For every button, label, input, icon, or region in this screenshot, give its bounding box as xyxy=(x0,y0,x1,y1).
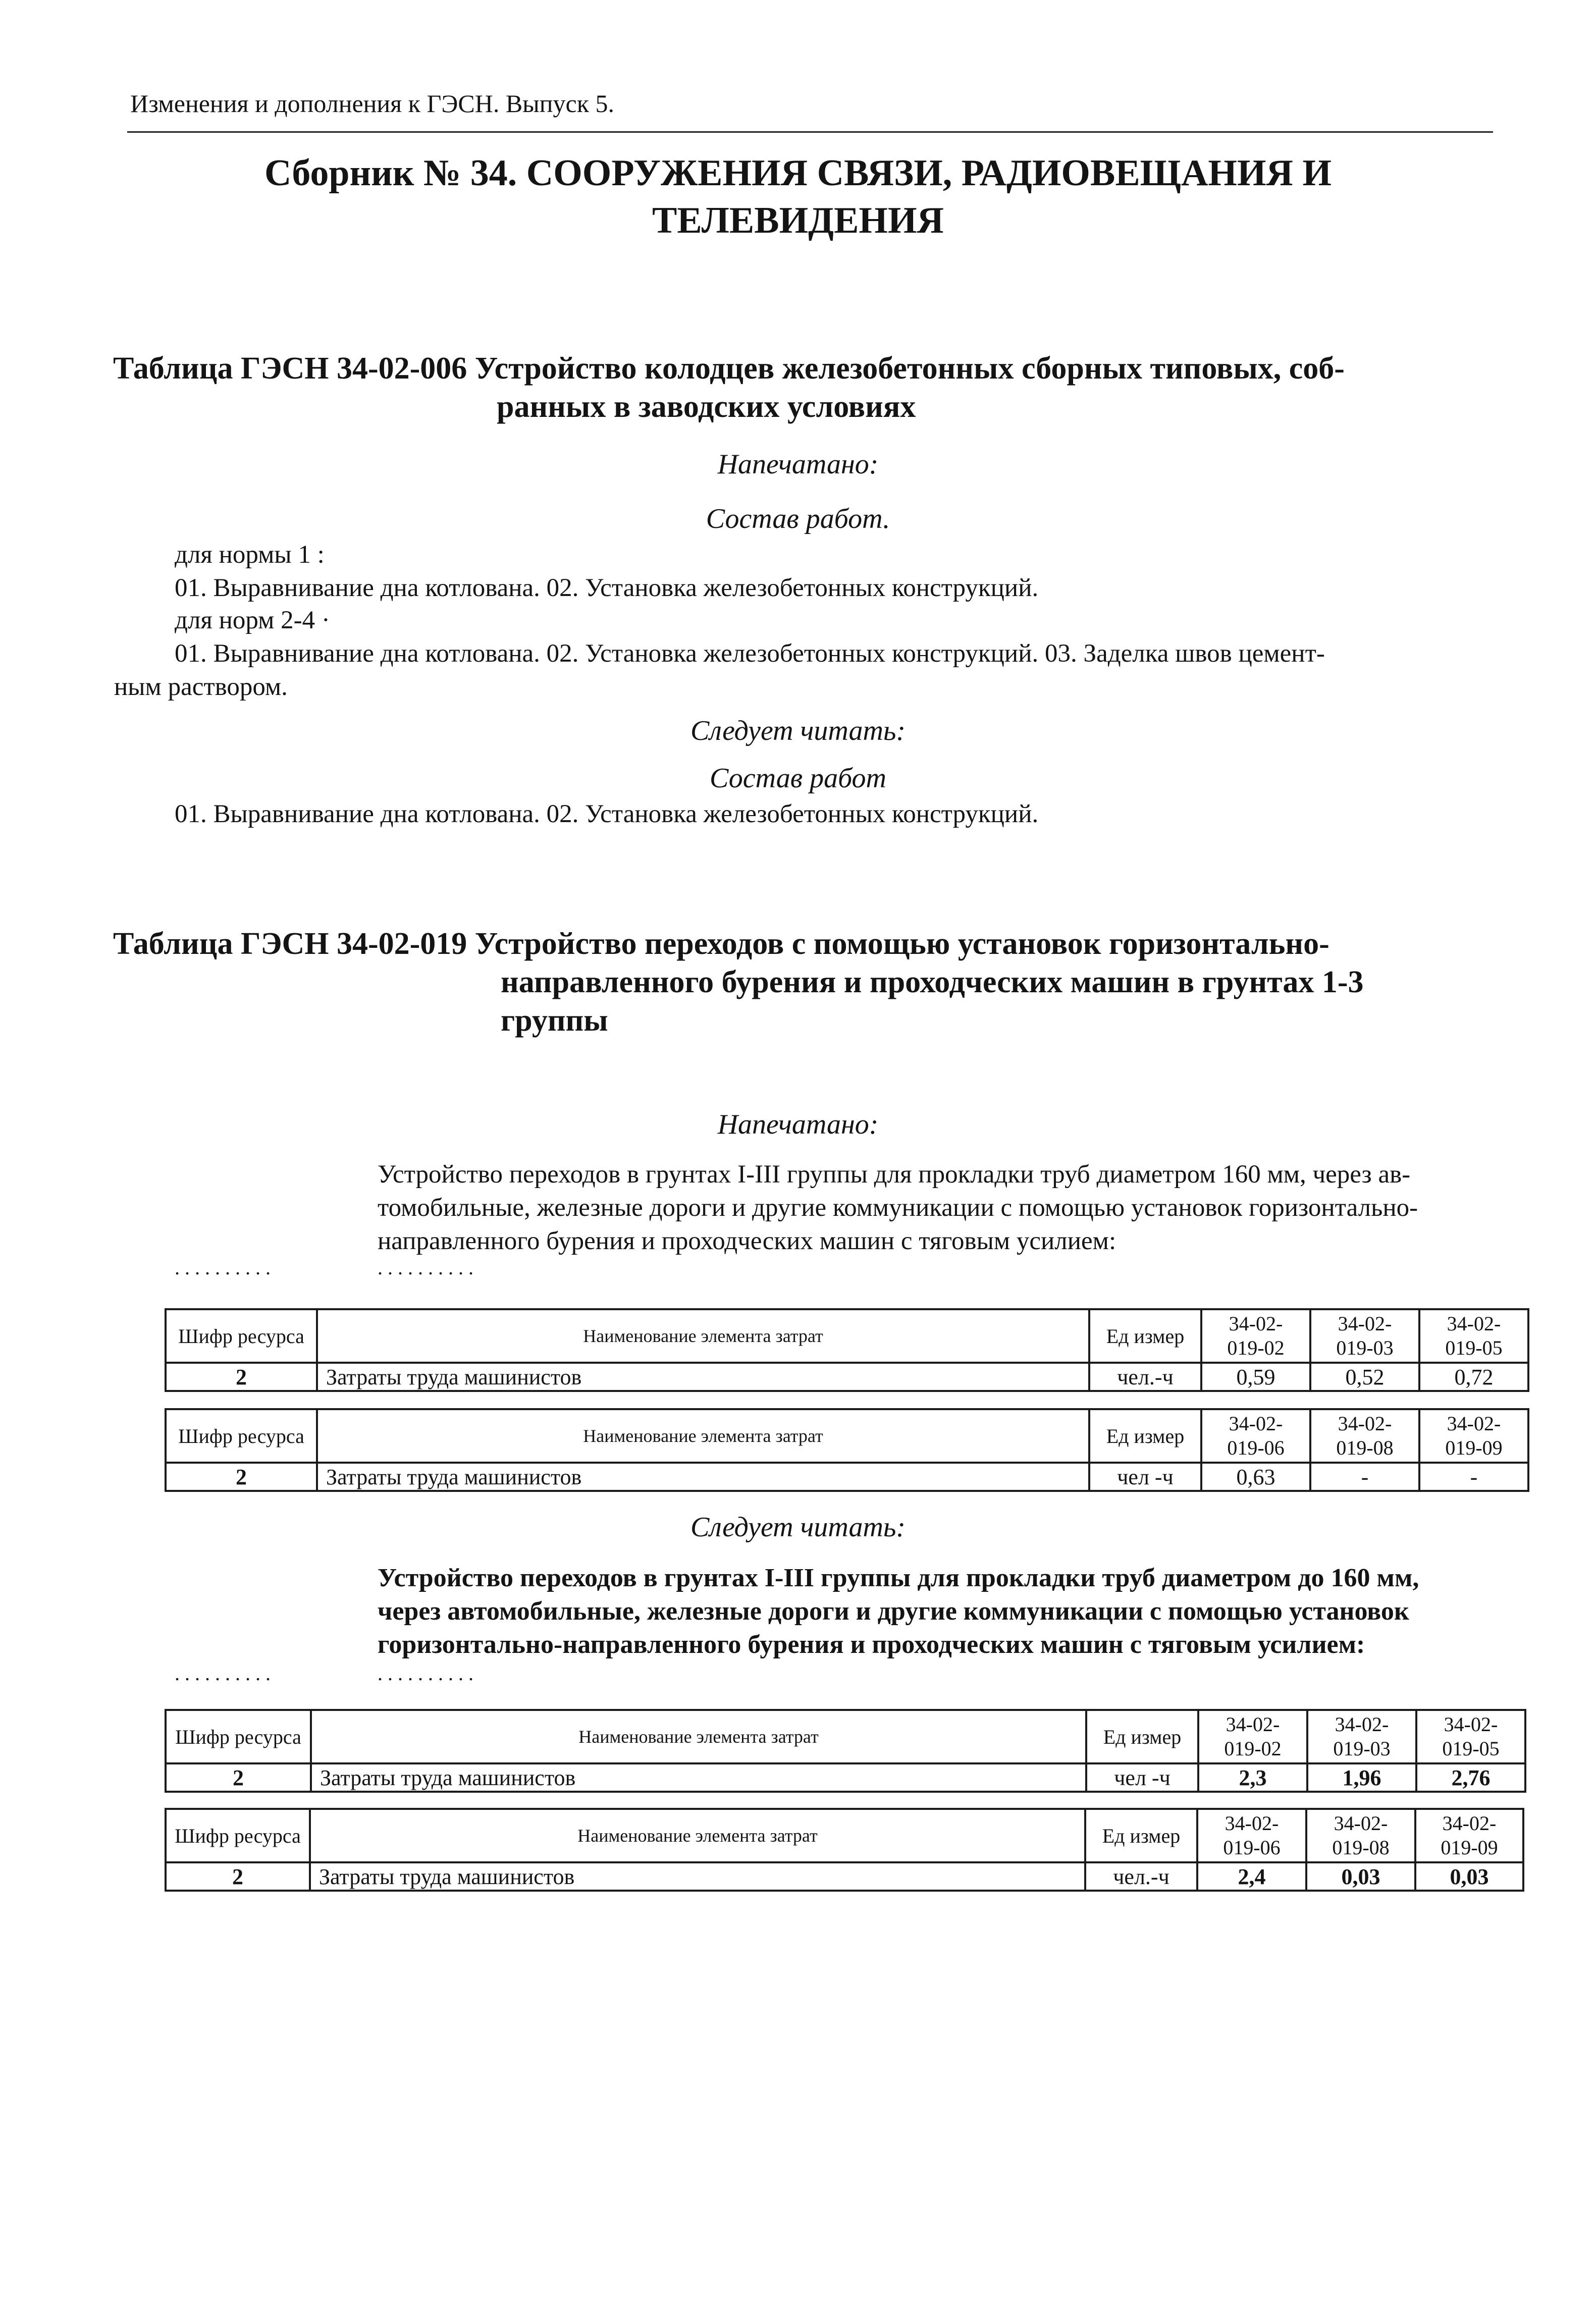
col-name-header: Наименование элемента затрат xyxy=(310,1809,1085,1862)
table-row xyxy=(166,1862,1523,1891)
col-norm-header: 34-02- 019-03 xyxy=(1307,1710,1416,1763)
table-header-row xyxy=(166,1409,1528,1463)
cost-element-name: Затраты труда машинистов xyxy=(317,1363,1089,1391)
ellipsis-right: .......... xyxy=(378,1256,478,1279)
col-code-header: Шифр ресурса xyxy=(166,1710,311,1763)
read-text: 01. Выравнивание дна котлована. 02. Установка железобетонных конструкций. xyxy=(175,800,1039,828)
resource-code: 2 xyxy=(166,1463,317,1491)
norm-value: 0,03 xyxy=(1306,1862,1415,1891)
ellipsis-left-2: .......... xyxy=(175,1662,276,1685)
col-unit-header: Ед измер xyxy=(1085,1809,1197,1862)
resource-code: 2 xyxy=(166,1862,310,1891)
col-code-header: Шифр ресурса xyxy=(166,1309,317,1363)
col-norm-header: 34-02- 019-02 xyxy=(1201,1309,1310,1363)
read-label-2: Следует читать: xyxy=(690,1512,906,1543)
table-header-row xyxy=(166,1710,1525,1763)
ellipsis-left: .......... xyxy=(175,1256,276,1279)
collection-title-line2: ТЕЛЕВИДЕНИЯ xyxy=(652,200,944,241)
unit-cell: чел.-ч xyxy=(1085,1862,1197,1891)
table-006-title-line2: ранных в заводских условиях xyxy=(497,390,916,424)
col-norm-header: 34-02- 019-08 xyxy=(1310,1409,1419,1463)
header-divider xyxy=(127,131,1493,133)
unit-cell: чел -ч xyxy=(1089,1463,1201,1491)
norm-value: 2,76 xyxy=(1416,1763,1525,1792)
norm-value: 0,03 xyxy=(1415,1862,1523,1891)
norm2-text-line2: ным раствором. xyxy=(114,673,288,701)
col-norm-header: 34-02- 019-06 xyxy=(1197,1809,1306,1862)
norm-value: - xyxy=(1419,1463,1528,1491)
norms-table-read-1 xyxy=(165,1709,1526,1793)
norms-table-printed-1 xyxy=(165,1308,1529,1392)
read-text-line2: через автомобильные, железные дороги и другие коммуникации с помощью установок xyxy=(378,1597,1409,1626)
norm-value: 0,63 xyxy=(1201,1463,1310,1491)
ellipsis-right-2: .......... xyxy=(378,1662,478,1685)
col-code-header: Шифр ресурса xyxy=(166,1409,317,1463)
col-unit-header: Ед измер xyxy=(1089,1309,1201,1363)
table-019-title-line3: группы xyxy=(501,1003,608,1038)
cost-element-name: Затраты труда машинистов xyxy=(310,1862,1085,1891)
norms-table-printed-2 xyxy=(165,1408,1529,1492)
col-norm-header: 34-02- 019-09 xyxy=(1419,1409,1528,1463)
norm1-text: 01. Выравнивание дна котлована. 02. Установка железобетонных конструкций. xyxy=(175,574,1039,602)
col-name-header: Наименование элемента затрат xyxy=(317,1309,1089,1363)
printed-text-line3: направленного бурения и проходческих машин с тяговым усилием: xyxy=(378,1227,1116,1255)
norm-value: 1,96 xyxy=(1307,1763,1416,1792)
table-row xyxy=(166,1363,1528,1391)
col-norm-header: 34-02- 019-03 xyxy=(1310,1309,1419,1363)
collection-title-line1: Сборник № 34. СООРУЖЕНИЯ СВЯЗИ, РАДИОВЕЩАНИЯ И xyxy=(264,152,1332,194)
norm-value: 2,3 xyxy=(1198,1763,1307,1792)
norm-value: 0,72 xyxy=(1419,1363,1528,1391)
printed-label: Напечатано: xyxy=(717,449,879,480)
col-norm-header: 34-02- 019-06 xyxy=(1201,1409,1310,1463)
unit-cell: чел -ч xyxy=(1086,1763,1198,1792)
read-text-line3: горизонтально-направленного бурения и проходческих машин с тяговым усилием: xyxy=(378,1630,1365,1659)
col-norm-header: 34-02- 019-02 xyxy=(1198,1710,1307,1763)
printed-label-2: Напечатано: xyxy=(717,1109,879,1140)
table-019-title-line2: направленного бурения и проходческих машин в грунтах 1-3 xyxy=(501,965,1364,999)
table-006-title-line1: Таблица ГЭСН 34-02-006 Устройство колодцев железобетонных сборных типовых, соб- xyxy=(113,351,1345,386)
norm-value: 0,59 xyxy=(1201,1363,1310,1391)
col-unit-header: Ед измер xyxy=(1086,1710,1198,1763)
norm1-label: для нормы 1 : xyxy=(175,541,325,569)
col-name-header: Наименование элемента затрат xyxy=(311,1710,1086,1763)
col-norm-header: 34-02- 019-08 xyxy=(1306,1809,1415,1862)
table-019-title-line1: Таблица ГЭСН 34-02-019 Устройство переходов с помощью установок горизонтально- xyxy=(113,927,1329,961)
table-header-row xyxy=(166,1809,1523,1862)
read-text-line1: Устройство переходов в грунтах I-III группы для прокладки труб диаметром до 160 мм, xyxy=(378,1564,1419,1592)
norms-table-read-2 xyxy=(165,1808,1524,1892)
col-norm-header: 34-02- 019-05 xyxy=(1416,1710,1525,1763)
norm2-label: для норм 2-4 · xyxy=(175,606,330,634)
resource-code: 2 xyxy=(166,1763,311,1792)
col-code-header: Шифр ресурса xyxy=(166,1809,310,1862)
norm-value: 0,52 xyxy=(1310,1363,1419,1391)
works-label-printed: Состав работ. xyxy=(706,503,890,534)
col-unit-header: Ед измер xyxy=(1089,1409,1201,1463)
unit-cell: чел.-ч xyxy=(1089,1363,1201,1391)
printed-text-line1: Устройство переходов в грунтах I-III группы для прокладки труб диаметром 160 мм, через ав- xyxy=(378,1160,1411,1189)
col-name-header: Наименование элемента затрат xyxy=(317,1409,1089,1463)
norm-value: - xyxy=(1310,1463,1419,1491)
col-norm-header: 34-02- 019-09 xyxy=(1415,1809,1523,1862)
running-header: Изменения и дополнения к ГЭСН. Выпуск 5. xyxy=(130,89,615,118)
table-row xyxy=(166,1463,1528,1491)
resource-code: 2 xyxy=(166,1363,317,1391)
norm2-text-line1: 01. Выравнивание дна котлована. 02. Установка железобетонных конструкций. 03. Заделка швов цемент- xyxy=(175,639,1325,668)
table-row xyxy=(166,1763,1525,1792)
cost-element-name: Затраты труда машинистов xyxy=(311,1763,1086,1792)
col-norm-header: 34-02- 019-05 xyxy=(1419,1309,1528,1363)
cost-element-name: Затраты труда машинистов xyxy=(317,1463,1089,1491)
norm-value: 2,4 xyxy=(1197,1862,1306,1891)
read-label: Следует читать: xyxy=(690,715,906,746)
works-label-read: Состав работ xyxy=(710,763,886,794)
printed-text-line2: томобильные, железные дороги и другие коммуникации с помощью установок горизонтально- xyxy=(378,1194,1418,1222)
table-header-row xyxy=(166,1309,1528,1363)
